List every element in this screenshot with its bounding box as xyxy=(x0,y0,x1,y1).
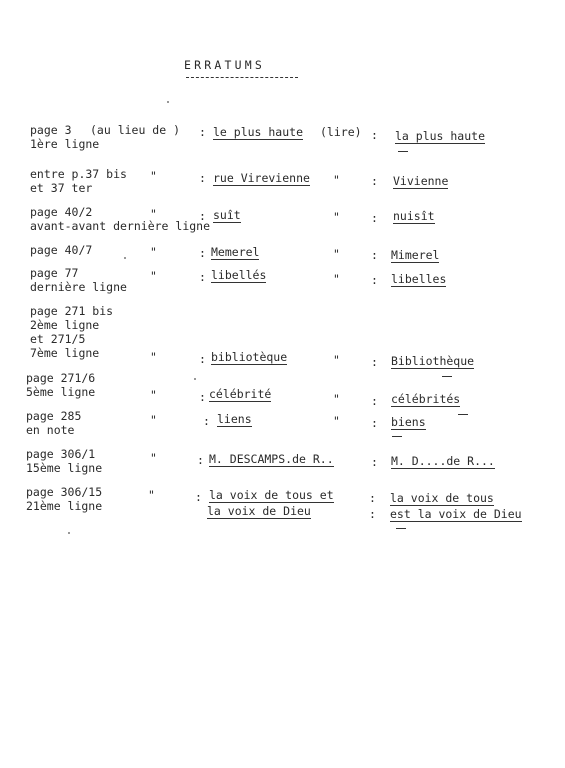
row3-ditto1: " xyxy=(150,207,157,221)
row4-sep1: : xyxy=(199,246,206,260)
row10-sep2: : xyxy=(369,491,376,505)
row8-sep1: : xyxy=(203,414,210,428)
row1-sep1: : xyxy=(199,125,206,139)
row2-line: et 37 ter xyxy=(30,181,93,195)
row6-line-2: 7ème ligne xyxy=(30,346,100,360)
row6-correction-text: Bibliothèque xyxy=(391,354,475,368)
row2-correction-text: Vivienne xyxy=(393,174,449,188)
row5-error xyxy=(211,269,266,282)
row2-correction xyxy=(393,175,448,188)
row7-location: page 271/6 xyxy=(26,371,96,385)
row5-error-text: libellés xyxy=(211,268,267,282)
row3-sep1: : xyxy=(199,209,206,223)
row9-location: page 306/1 xyxy=(26,447,96,461)
row1-line: 1ère ligne xyxy=(30,137,100,151)
row2-sep2: : xyxy=(371,174,378,188)
row8-ditto2: " xyxy=(333,414,340,428)
row8-location: page 285 xyxy=(26,409,82,423)
row2-error-text: rue Virevienne xyxy=(213,171,310,185)
row3-error-text: suît xyxy=(213,208,241,222)
row6-ditto2: " xyxy=(333,353,340,367)
row7-correction-text: célébrités xyxy=(391,392,461,406)
row2-ditto1: " xyxy=(150,169,157,183)
row7-ditto2: " xyxy=(333,392,340,406)
row6-error xyxy=(211,351,287,364)
row5-sep1: : xyxy=(199,270,206,284)
row10-correction-1 xyxy=(390,492,494,505)
row3-correction-text: nuisît xyxy=(393,209,435,223)
title-underline xyxy=(186,77,298,78)
row1-correction xyxy=(395,130,485,143)
row1-location-note: (au lieu de ) xyxy=(90,123,181,137)
row9-line: 15ème ligne xyxy=(26,461,103,475)
row9-sep2: : xyxy=(371,455,378,469)
row6-correction-mark xyxy=(442,376,452,377)
row8-ditto1: " xyxy=(150,413,157,427)
speck xyxy=(124,257,126,259)
row3-sep2: : xyxy=(371,211,378,225)
row9-error-text: M. DESCAMPS.de R.. xyxy=(209,452,334,466)
row10-error-text-1: la voix de tous et xyxy=(209,488,334,502)
row6-error-text: bibliotèque xyxy=(211,350,288,364)
row3-location: page 40/2 xyxy=(30,205,93,219)
speck xyxy=(167,101,169,103)
row10-correction-mark xyxy=(396,528,406,529)
row9-correction xyxy=(391,455,495,468)
row5-sep2: : xyxy=(371,273,378,287)
row1-error-text: le plus haute xyxy=(213,125,304,139)
row5-ditto2: " xyxy=(333,272,340,286)
row2-error xyxy=(213,172,310,185)
row9-correction-text: M. D....de R... xyxy=(391,454,495,468)
row10-sep1: : xyxy=(195,490,202,504)
speck xyxy=(194,378,196,380)
row1-correction-mark xyxy=(398,151,408,152)
row2-sep1: : xyxy=(199,171,206,185)
row6-correction xyxy=(391,355,474,368)
row10-error-text-2: la voix de Dieu xyxy=(207,504,311,518)
row1-location: page 3 xyxy=(30,123,72,137)
row1-error xyxy=(213,126,303,139)
row4-ditto1: " xyxy=(150,245,157,259)
row10-error-1 xyxy=(209,489,334,502)
row10-location: page 306/15 xyxy=(26,485,103,499)
row7-correction xyxy=(391,393,460,406)
row7-ditto1: " xyxy=(150,388,157,402)
row5-ditto1: " xyxy=(150,269,157,283)
row6-sep1: : xyxy=(199,352,206,366)
row7-sep1: : xyxy=(199,390,206,404)
row1-error-note: (lire) xyxy=(320,125,362,139)
row3-ditto2: " xyxy=(333,210,340,224)
row4-ditto2: " xyxy=(333,247,340,261)
row4-correction xyxy=(391,249,439,262)
row10-correction-text-2: est la voix de Dieu xyxy=(390,507,522,521)
row6-location: page 271 bis xyxy=(30,304,114,318)
row8-correction xyxy=(391,416,426,429)
row5-correction-text: libelles xyxy=(391,272,447,286)
row2-ditto2: " xyxy=(333,173,340,187)
row3-correction xyxy=(393,210,435,223)
row1-sep2: : xyxy=(371,128,378,142)
row7-correction-mark xyxy=(458,414,468,415)
row3-line: avant-avant dernière ligne xyxy=(30,219,211,233)
row5-location: page 77 xyxy=(30,266,79,280)
row8-error xyxy=(217,413,252,426)
row6-location-2: et 271/5 xyxy=(30,332,86,346)
row1-correction-text: la plus haute xyxy=(395,129,486,143)
row7-sep2: : xyxy=(371,394,378,408)
row8-correction-text: biens xyxy=(391,415,426,429)
page-title: ERRATUMS xyxy=(184,58,265,72)
row4-correction-text: Mimerel xyxy=(391,248,440,262)
row10-line: 21ème ligne xyxy=(26,499,103,513)
row8-line: en note xyxy=(26,423,75,437)
row5-correction xyxy=(391,273,446,286)
row8-error-text: liens xyxy=(217,412,252,426)
row4-error-text: Memerel xyxy=(211,245,260,259)
row3-error xyxy=(213,209,241,222)
row10-correction-text-1: la voix de tous xyxy=(390,491,494,505)
row4-sep2: : xyxy=(371,248,378,262)
row2-location: entre p.37 bis xyxy=(30,167,127,181)
row10-correction-2 xyxy=(390,508,522,521)
row10-ditto1: " xyxy=(148,488,155,502)
row9-error xyxy=(209,453,334,466)
speck xyxy=(68,532,70,534)
row8-sep2: : xyxy=(371,416,378,430)
row6-ditto1: " xyxy=(150,350,157,364)
row9-sep1: : xyxy=(197,453,204,467)
row7-error xyxy=(209,388,271,401)
row8-correction-mark xyxy=(392,436,402,437)
row10-error-2 xyxy=(207,505,311,518)
row10-sep3: : xyxy=(369,507,376,521)
row5-line: dernière ligne xyxy=(30,280,127,294)
row6-line: 2ème ligne xyxy=(30,318,100,332)
row4-location: page 40/7 xyxy=(30,243,93,257)
row4-error xyxy=(211,246,259,259)
row7-error-text: célébrité xyxy=(209,387,272,401)
row7-line: 5ème ligne xyxy=(26,385,96,399)
row6-sep2: : xyxy=(371,355,378,369)
row9-ditto1: " xyxy=(150,451,157,465)
